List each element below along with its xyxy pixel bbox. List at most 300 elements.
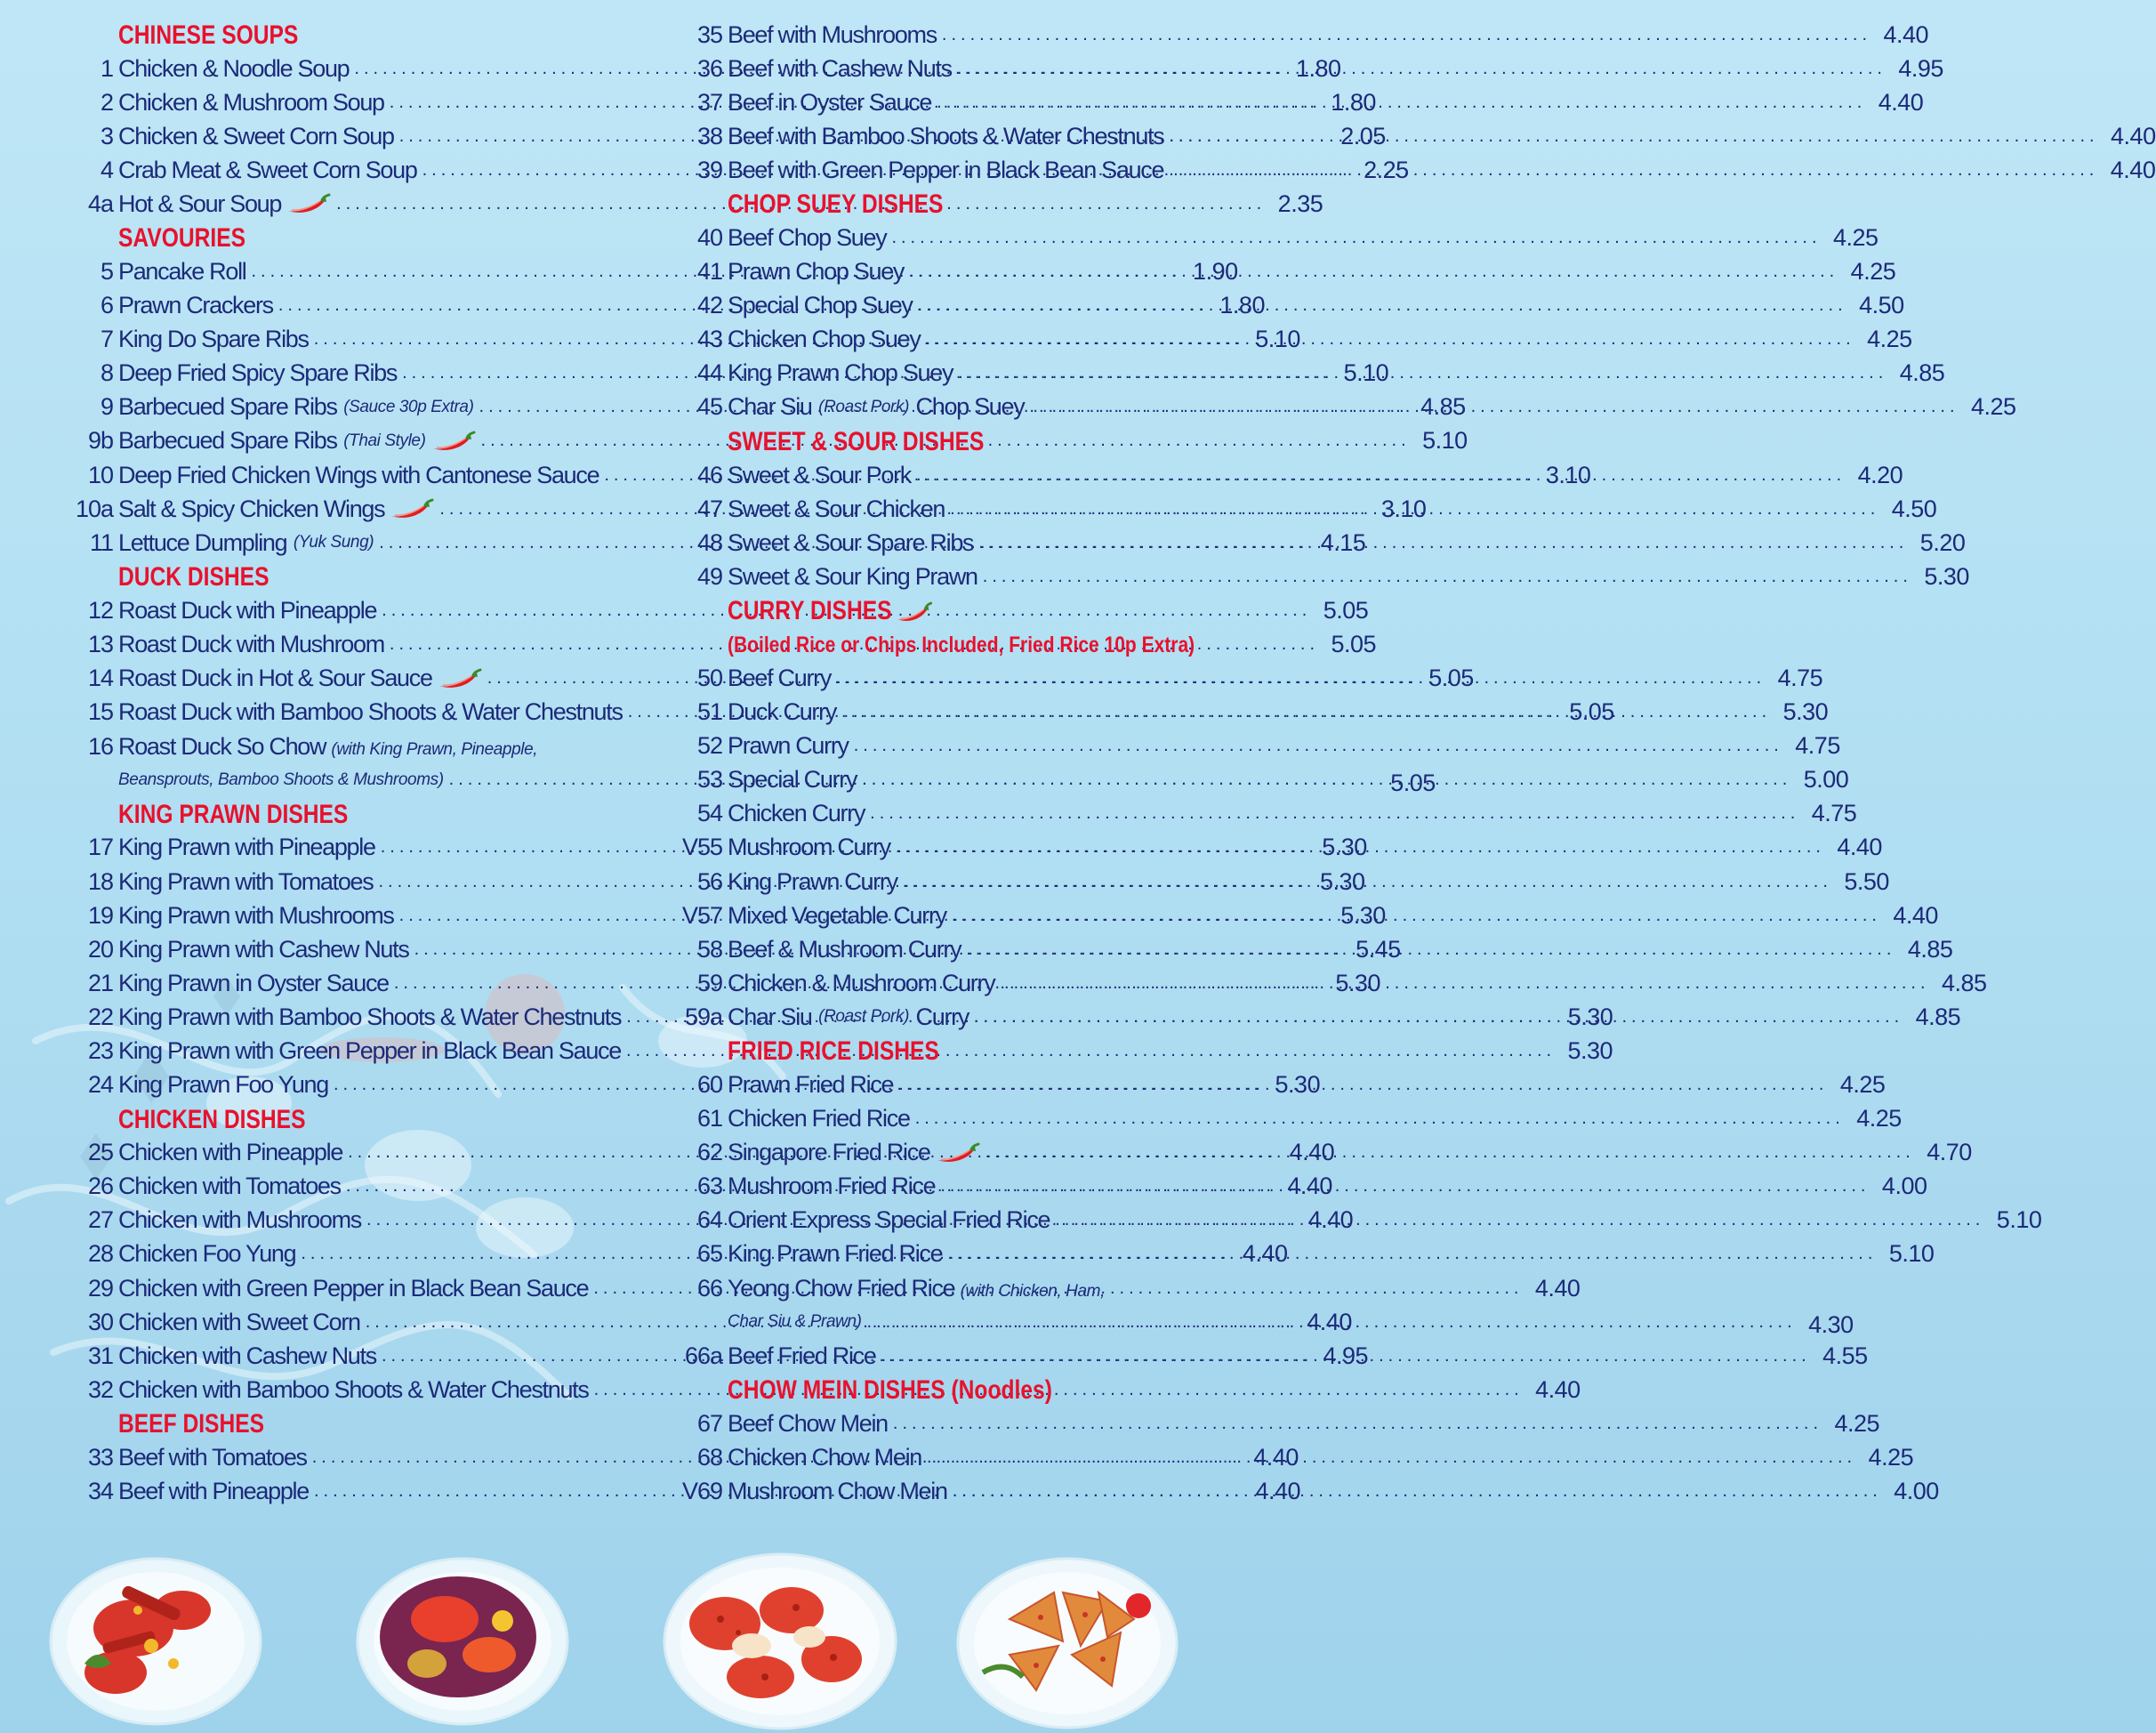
- item-name: Beef with Bamboo Shoots & Water Chestnuts: [728, 122, 1164, 149]
- item-price: 4.40: [1287, 1173, 1332, 1200]
- item-number: 24: [87, 1071, 113, 1099]
- item-name: Chicken with Tomatoes: [118, 1173, 341, 1200]
- item-name: Salt & Spicy Chicken Wings: [118, 495, 385, 522]
- item-price: 5.30: [1567, 1036, 1613, 1064]
- item-number: 61: [696, 1105, 722, 1132]
- item-price: 4.85: [1941, 969, 1987, 996]
- item-name: Beef & Mushroom Curry: [728, 935, 961, 963]
- item-note: (Thai Style): [343, 431, 426, 450]
- section-title: SAVOURIES: [118, 223, 246, 254]
- item-price: 1.80: [1219, 292, 1265, 319]
- item-price: 4.40: [1878, 88, 1924, 116]
- item-number: 18: [87, 867, 113, 895]
- item-number: 27: [87, 1206, 113, 1234]
- item-number: 6: [100, 292, 113, 319]
- item-number: 48: [696, 528, 722, 556]
- item-number: 9b: [87, 427, 113, 455]
- item-price: 5.10: [1888, 1240, 1935, 1268]
- leader-dots: [916, 465, 1846, 486]
- item-price: 4.25: [1850, 258, 1896, 286]
- item-name: King Prawn with Cashew Nuts: [118, 935, 409, 963]
- item-name: Special Curry: [728, 766, 857, 794]
- item-price: 5.20: [1919, 528, 1966, 556]
- item-price: 1.90: [1193, 258, 1238, 286]
- item-line: [728, 1271, 1802, 1305]
- item-name: Roast Duck with Pineapple: [118, 596, 377, 624]
- item-number: 58: [696, 935, 722, 963]
- item-description: [728, 89, 1871, 117]
- leader-dots: [881, 1346, 1811, 1366]
- item-description: [728, 1240, 1882, 1268]
- item-price: 4.40: [1255, 1478, 1301, 1505]
- item-name: Duck Curry: [728, 698, 837, 726]
- section-title: CHOP SUEY DISHES: [728, 189, 944, 220]
- spare-ribs-plate: [49, 1557, 262, 1726]
- item-price: 4.25: [1856, 1105, 1902, 1132]
- item-price: 1.80: [1295, 54, 1341, 82]
- item-price: 4.25: [1867, 326, 1912, 353]
- item-name: Deep Fried Spicy Spare Ribs: [118, 359, 398, 387]
- item-number: 9: [100, 393, 113, 421]
- item-description: [728, 800, 1805, 827]
- item-note-continued: Char Siu & Prawn): [728, 1312, 862, 1332]
- item-name: Chicken Chow Mein: [728, 1443, 921, 1471]
- item-price: 4.85: [1420, 393, 1466, 421]
- section-title: FRIED RICE DISHES: [728, 1036, 939, 1067]
- item-number: 7: [100, 326, 113, 353]
- item-name: Mushroom Chow Mein: [728, 1478, 947, 1505]
- item-price: 4.40: [1307, 1206, 1354, 1234]
- item-number: 45: [696, 393, 722, 421]
- item-price: 4.40: [1253, 1443, 1299, 1471]
- item-price: 4.40: [2111, 122, 2156, 149]
- item-name: Roast Duck with Mushroom: [118, 630, 384, 657]
- item-number: 54: [696, 800, 722, 827]
- item-description: [728, 834, 1830, 861]
- food-plates: [0, 1552, 1245, 1733]
- item-name: Beef Fried Rice: [728, 1342, 876, 1369]
- item-number: 65: [696, 1240, 722, 1268]
- sweet-sour-plate: [356, 1557, 569, 1726]
- item-number: 19: [87, 901, 113, 929]
- item-name: Chicken with Bamboo Shoots & Water Chestnuts: [118, 1375, 589, 1403]
- item-number: 25: [87, 1139, 113, 1166]
- item-price: 4.95: [1323, 1342, 1369, 1369]
- leader-dots: [957, 59, 1886, 79]
- item-price: 4.85: [1915, 1003, 1961, 1030]
- item-description: [728, 902, 1886, 930]
- item-name: Singapore Fried Rice: [728, 1139, 930, 1166]
- menu-item: [676, 797, 1857, 831]
- item-number: 15: [87, 698, 113, 726]
- item-name: Prawn Chop Suey: [728, 258, 905, 286]
- item-description: [728, 1342, 1816, 1370]
- chili-pepper-icon: [436, 668, 482, 689]
- item-name: Hot & Sour Soup: [118, 189, 282, 217]
- leader-dots: [966, 939, 1895, 960]
- item-number: 3: [100, 122, 113, 149]
- section-title: CHOW MEIN DISHES (Noodles): [728, 1375, 1052, 1406]
- item-name: King Prawn Chop Suey: [728, 359, 953, 387]
- item-price: 4.55: [1822, 1342, 1868, 1369]
- item-price: 5.45: [1356, 935, 1401, 963]
- item-number: 23: [87, 1036, 113, 1064]
- item-price: 1.80: [1331, 88, 1376, 116]
- leader-dots: [947, 1244, 1877, 1264]
- item-price: 4.50: [1859, 292, 1904, 319]
- item-description: [728, 55, 1892, 83]
- item-name: Beef in Oyster Sauce: [728, 88, 932, 116]
- item-number: 4: [100, 156, 113, 183]
- menu-item: [676, 560, 1969, 593]
- item-description: [728, 1004, 1909, 1031]
- leader-dots: [958, 363, 1887, 383]
- item-number: V69: [681, 1478, 722, 1505]
- item-description: [728, 1271, 1802, 1339]
- leader-dots: [953, 1481, 1882, 1502]
- section-heading: [118, 560, 518, 593]
- item-number: 10: [87, 461, 113, 488]
- leader-dots: [915, 1108, 1845, 1129]
- item-number: 66a: [684, 1342, 722, 1369]
- item-name: Beef Curry: [728, 664, 832, 691]
- item-price: 5.10: [1996, 1206, 2042, 1234]
- item-name: Lettuce Dumpling: [118, 528, 287, 556]
- item-price: 4.25: [1868, 1443, 1914, 1471]
- item-number: 43: [696, 326, 722, 353]
- menu-item: [676, 221, 1878, 254]
- item-number: 59: [696, 969, 722, 996]
- section-title: DUCK DISHES: [118, 562, 270, 592]
- item-name: Prawn Crackers: [118, 292, 273, 319]
- item-name: King Prawn with Mushrooms: [118, 901, 394, 929]
- item-name: Chicken Fried Rice: [728, 1105, 910, 1132]
- leader-dots: [836, 668, 1766, 689]
- item-price: 5.30: [1335, 969, 1380, 996]
- item-description: [728, 123, 2104, 150]
- section-heading: [118, 1102, 518, 1136]
- item-price: 5.50: [1844, 867, 1889, 895]
- leader-dots: [978, 533, 1908, 553]
- item-name: Beef with Green Pepper in Black Bean Sauce: [728, 156, 1164, 183]
- item-description: [728, 1105, 1850, 1132]
- item-description: [728, 732, 1789, 760]
- item-number: 38: [696, 122, 722, 149]
- item-description: [728, 1139, 1920, 1166]
- item-price: 4.40: [1534, 1274, 1581, 1302]
- item-name: King Prawn with Tomatoes: [118, 867, 374, 895]
- item-note: (with Chicken, Ham,: [960, 1282, 1105, 1302]
- item-name: Chicken with Mushrooms: [118, 1206, 362, 1234]
- item-name: Yeong Chow Fried Rice: [728, 1275, 955, 1302]
- item-name: Deep Fried Chicken Wings with Cantonese Sauce: [118, 461, 599, 488]
- leader-dots: [896, 837, 1825, 858]
- item-number: 40: [696, 224, 722, 252]
- item-number: 49: [696, 562, 722, 590]
- item-name: King Prawn with Bamboo Shoots & Water Chestnuts: [118, 1003, 622, 1030]
- item-price: 5.30: [1924, 562, 1969, 590]
- section-title: SWEET & SOUR DISHES: [728, 427, 985, 457]
- item-name: King Prawn with Green Pepper in Black Bean Sauce: [118, 1036, 621, 1064]
- item-number: 5: [100, 258, 113, 286]
- item-description: [728, 1173, 1875, 1200]
- item-number: 31: [87, 1342, 113, 1369]
- leader-dots: [952, 906, 1881, 926]
- leader-dots: [867, 1312, 1797, 1333]
- leader-dots: [985, 1142, 1915, 1163]
- chili-pepper-icon: [388, 498, 434, 520]
- item-name: Prawn Fried Rice: [728, 1070, 894, 1098]
- item-price: 4.40: [1893, 901, 1938, 929]
- item-number: 47: [696, 495, 722, 522]
- section-subtitle: (Boiled Rice or Chips Included, Fried Rice 10p Extra): [728, 633, 1195, 658]
- section-heading: [118, 221, 518, 254]
- item-number: V55: [681, 834, 722, 861]
- item-note: (Yuk Sung): [293, 533, 374, 552]
- item-name-suffix: Chop Suey: [915, 393, 1025, 421]
- item-description: [728, 1410, 1828, 1438]
- section-heading: [728, 1373, 1119, 1407]
- item-description: [728, 21, 1877, 49]
- chili-pepper-icon: [285, 193, 331, 214]
- item-price: 4.75: [1811, 800, 1857, 827]
- item-description: [728, 563, 1918, 591]
- item-description: [728, 496, 1885, 523]
- item-price: 4.00: [1881, 1173, 1927, 1200]
- item-price: 5.30: [1340, 901, 1386, 929]
- chili-pepper-icon: [430, 431, 476, 452]
- item-name: Beef with Mushrooms: [728, 20, 937, 48]
- item-number: V57: [681, 901, 722, 929]
- item-name: Chicken with Sweet Corn: [118, 1308, 360, 1335]
- section-heading: [728, 424, 1119, 458]
- section-title: CHICKEN DISHES: [118, 1104, 306, 1134]
- item-description: [728, 970, 1935, 997]
- item-number: 39: [696, 156, 722, 183]
- item-name: King Do Spare Ribs: [118, 326, 309, 353]
- item-description: [728, 1071, 1833, 1099]
- item-name: Sweet & Sour Chicken: [728, 495, 945, 522]
- item-name: Roast Duck So Chow: [118, 732, 326, 760]
- item-number: 44: [696, 359, 722, 387]
- leader-dots: [942, 25, 1871, 45]
- item-description: [728, 665, 1771, 692]
- item-price: 2.25: [1364, 156, 1409, 183]
- item-price: 4.15: [1320, 528, 1366, 556]
- leader-dots: [870, 803, 1799, 824]
- item-price: 5.05: [1331, 630, 1377, 657]
- menu-item: [676, 729, 1840, 763]
- leader-dots: [950, 499, 1879, 520]
- item-note: (Sauce 30p Extra): [343, 397, 474, 416]
- item-price: 4.85: [1899, 359, 1945, 387]
- item-price: 4.00: [1894, 1478, 1939, 1505]
- item-price: 3.10: [1380, 495, 1427, 522]
- item-price: 5.30: [1320, 867, 1365, 895]
- item-number: 2: [100, 88, 113, 116]
- prawn-toast-plate: [956, 1557, 1179, 1730]
- item-name: Chicken Chop Suey: [728, 326, 921, 353]
- leader-dots: [841, 702, 1771, 722]
- item-price: 4.95: [1898, 54, 1943, 82]
- item-number: 56: [696, 867, 722, 895]
- chili-pepper-icon: [895, 601, 933, 623]
- item-price: 4.20: [1857, 461, 1903, 488]
- item-name: Beef Chop Suey: [728, 224, 887, 252]
- section-title: CHINESE SOUPS: [118, 20, 299, 50]
- item-number: 66: [696, 1275, 722, 1302]
- item-name: King Prawn Foo Yung: [118, 1071, 328, 1099]
- item-name: Barbecued Spare Ribs: [118, 393, 337, 421]
- item-number: 59a: [684, 1003, 722, 1030]
- item-name: Beef with Tomatoes: [118, 1443, 307, 1471]
- item-description: [728, 157, 2104, 184]
- item-number: 8: [100, 359, 113, 387]
- item-number: 21: [87, 969, 113, 996]
- item-name: Char Siu: [728, 1003, 812, 1030]
- item-price: 3.10: [1545, 461, 1591, 488]
- leader-dots: [909, 262, 1838, 282]
- leader-dots: [1055, 1210, 1984, 1230]
- item-name: Chicken & Sweet Corn Soup: [118, 122, 394, 149]
- item-price: 4.30: [1808, 1311, 1854, 1339]
- item-price: 4.70: [1927, 1139, 1972, 1166]
- item-price: 4.40: [1837, 834, 1882, 861]
- item-number: 17: [87, 834, 113, 861]
- item-description: [728, 224, 1827, 252]
- item-price: 4.40: [1883, 20, 1929, 48]
- item-note: (Roast Pork): [818, 397, 910, 416]
- item-number: 52: [696, 732, 722, 760]
- item-number: 33: [87, 1443, 113, 1471]
- item-price: 4.40: [1242, 1240, 1288, 1268]
- item-price: 4.40: [1289, 1139, 1335, 1166]
- item-price: 4.75: [1777, 664, 1823, 691]
- item-number: 62: [696, 1139, 722, 1166]
- item-name: Chicken with Pineapple: [118, 1139, 343, 1166]
- item-name: Chicken with Cashew Nuts: [118, 1342, 376, 1369]
- item-number: 4a: [87, 189, 113, 217]
- item-name: Chicken Foo Yung: [118, 1240, 296, 1268]
- item-name: King Prawn in Oyster Sauce: [118, 969, 389, 996]
- chili-pepper-icon: [934, 1142, 980, 1164]
- item-description: [728, 393, 1965, 421]
- section-heading: [118, 797, 518, 831]
- item-number: 28: [87, 1240, 113, 1268]
- item-number: 10a: [75, 495, 113, 522]
- item-number: 34: [87, 1478, 113, 1505]
- leader-dots: [1000, 973, 1929, 994]
- item-name: Beef Chow Mein: [728, 1409, 888, 1437]
- item-description: [728, 1478, 1887, 1505]
- item-name: Roast Duck in Hot & Sour Sauce: [118, 665, 432, 692]
- item-price: 5.30: [1275, 1071, 1321, 1099]
- item-price: 4.50: [1891, 495, 1937, 522]
- leader-dots: [891, 228, 1821, 248]
- item-name: Roast Duck with Bamboo Shoots & Water Chestnuts: [118, 698, 623, 726]
- leader-dots: [918, 295, 1847, 316]
- section-heading: [728, 187, 1119, 221]
- item-number: 16: [87, 732, 113, 760]
- leader-dots: [854, 736, 1783, 756]
- leader-dots: [926, 329, 1855, 350]
- item-number: 60: [696, 1070, 722, 1098]
- item-description: [728, 1444, 1862, 1471]
- item-number: 20: [87, 935, 113, 963]
- item-price: 5.30: [1322, 834, 1367, 861]
- item-price: 4.85: [1907, 935, 1953, 963]
- item-number: 46: [696, 461, 722, 488]
- item-number: 30: [87, 1308, 113, 1335]
- item-number: 51: [696, 698, 722, 726]
- item-price: 4.40: [1535, 1375, 1581, 1403]
- item-name: Prawn Curry: [728, 732, 849, 760]
- item-number: 22: [87, 1003, 113, 1030]
- item-number: 12: [87, 596, 113, 624]
- item-price: 5.10: [1422, 427, 1468, 455]
- item-name: Beef with Pineapple: [118, 1478, 309, 1505]
- leader-dots: [927, 1447, 1856, 1468]
- item-name: Orient Express Special Fried Rice: [728, 1206, 1050, 1234]
- item-price: 5.30: [1567, 1003, 1613, 1030]
- item-name: Beef with Cashew Nuts: [728, 54, 952, 82]
- section-title: CURRY DISHES: [728, 596, 892, 626]
- leader-dots: [903, 872, 1832, 892]
- item-number: 37: [696, 88, 722, 116]
- item-name: Mixed Vegetable Curry: [728, 901, 946, 929]
- item-price: 2.35: [1277, 189, 1323, 217]
- item-number: 53: [696, 766, 722, 794]
- item-name: King Prawn with Pineapple: [118, 834, 375, 861]
- item-price: 4.25: [1970, 393, 2016, 421]
- item-name: Mushroom Curry: [728, 834, 890, 861]
- item-name: Barbecued Spare Ribs: [118, 427, 337, 455]
- item-name: King Prawn Fried Rice: [728, 1240, 943, 1268]
- item-number: 36: [696, 54, 722, 82]
- item-number: 29: [87, 1274, 113, 1302]
- item-name: Chicken & Mushroom Soup: [118, 88, 384, 116]
- leader-dots: [893, 1414, 1822, 1434]
- section-heading: [118, 1407, 518, 1440]
- leader-dots: [1169, 160, 2098, 181]
- item-number: 26: [87, 1173, 113, 1200]
- item-price: 5.10: [1343, 359, 1389, 387]
- item-number: 14: [87, 665, 113, 692]
- item-number: 11: [89, 528, 113, 556]
- menu-item: [676, 1102, 1902, 1136]
- item-number: 13: [87, 630, 113, 657]
- item-description: [728, 1206, 1990, 1234]
- item-price: 5.05: [1428, 665, 1474, 692]
- item-price: 5.05: [1569, 698, 1614, 726]
- leader-dots: [898, 1075, 1828, 1095]
- item-description: [728, 868, 1838, 896]
- item-number: 64: [696, 1206, 722, 1234]
- item-number: 32: [87, 1375, 113, 1403]
- section-heading: [728, 593, 1119, 627]
- item-name-suffix: Curry: [915, 1003, 969, 1030]
- leader-dots: [983, 567, 1912, 587]
- item-price: 4.25: [1832, 224, 1878, 252]
- section-heading: [728, 1034, 1119, 1068]
- item-price: 2.05: [1340, 122, 1386, 149]
- item-price: 4.40: [2110, 156, 2156, 183]
- item-description: [728, 936, 1901, 963]
- item-note: (with King Prawn, Pineapple,: [331, 739, 538, 759]
- item-price: 5.05: [1390, 769, 1436, 796]
- item-number: 41: [696, 258, 722, 286]
- leader-dots: [1029, 397, 1959, 417]
